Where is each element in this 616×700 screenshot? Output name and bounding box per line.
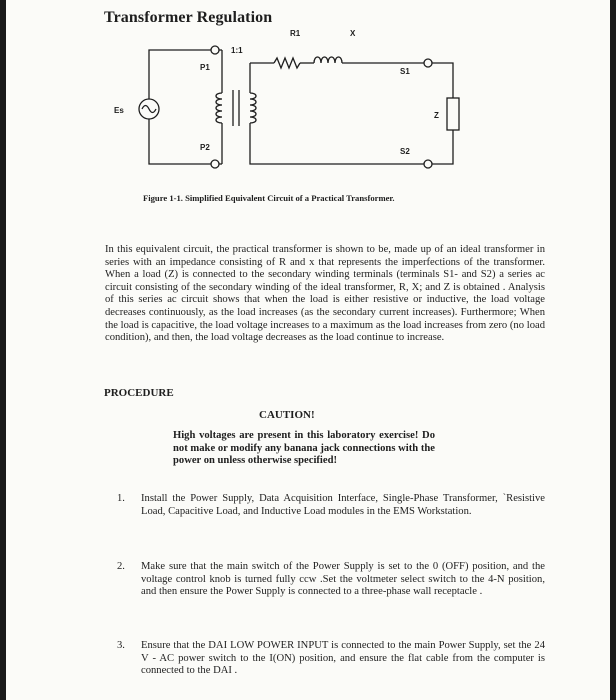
step-number: 1. (117, 493, 125, 504)
label-ratio: 1:1 (231, 46, 243, 55)
caution-body: High voltages are present in this laboratory exercise! Do not make or modify any banana jack connections with the power on unless otherwise specified! (173, 430, 435, 467)
label-x: X (350, 29, 356, 38)
resistor-r1 (274, 58, 300, 68)
terminal-s2 (424, 160, 432, 168)
step-number: 2. (117, 561, 125, 572)
label-s1: S1 (400, 67, 410, 76)
procedure-heading: PROCEDURE (104, 387, 174, 399)
terminal-p1 (211, 46, 219, 54)
page-title: Transformer Regulation (104, 9, 273, 26)
label-s2: S2 (400, 147, 410, 156)
terminal-s1 (424, 59, 432, 67)
ac-wave (142, 106, 156, 113)
primary-wire-top (149, 50, 211, 99)
document-page (6, 0, 610, 700)
step-text: Ensure that the DAI LOW POWER INPUT is connected to the main Power Supply, set the 24 V - AC power switch to the I(ON) position, and ensure the flat cable from the computer is connected to the DAI . (141, 640, 545, 677)
circuit-diagram (6, 0, 610, 190)
figure-caption: Figure 1-1. Simplified Equivalent Circuit of a Practical Transformer. (143, 193, 395, 203)
label-p2: P2 (200, 143, 210, 152)
label-p1: P1 (200, 63, 210, 72)
label-z: Z (434, 111, 439, 120)
inductor-x (314, 57, 342, 63)
primary-wire-bottom (149, 119, 211, 164)
body-paragraph: In this equivalent circuit, the practical transformer is shown to be, made up of an ideal transformer in series with an impedance consisting of R and x that represents the imperfections of the transformer. When a load (Z) is connected to the secondary winding terminals (terminals S1- and S2) a series ac circuit consisting of the secondary winding of the ideal transformer, R, X; and Z is obtained . Analysis of this series ac circuit shows that when the load is either resistive or inductive, the load voltage decreases continuously, as the load increases (as the secondary current increases). Furthermore; When the load is capacitive, the load voltage increases to a maximum as the load increases from zero (no load condition), and then, the load voltage decreases as the load continue to increase. (105, 244, 545, 344)
step-number: 3. (117, 640, 125, 651)
step-text: Install the Power Supply, Data Acquisition Interface, Single-Phase Transformer, `Resistive Load, Capacitive Load, and Inductive Load modules in the EMS Workstation. (141, 493, 545, 517)
label-r1: R1 (290, 29, 301, 38)
step-text: Make sure that the main switch of the Power Supply is set to the 0 (OFF) position, and the voltage control knob is turned fully ccw .Set the voltmeter select switch to the 4-N position, and then ensure the Power Supply is connected to a three-phase wall receptacle . (141, 561, 545, 598)
terminal-p2 (211, 160, 219, 168)
caution-title: CAUTION! (259, 409, 315, 421)
primary-winding (216, 93, 222, 123)
label-es: Es (114, 106, 124, 115)
load-impedance (447, 98, 459, 130)
secondary-winding (250, 93, 256, 123)
